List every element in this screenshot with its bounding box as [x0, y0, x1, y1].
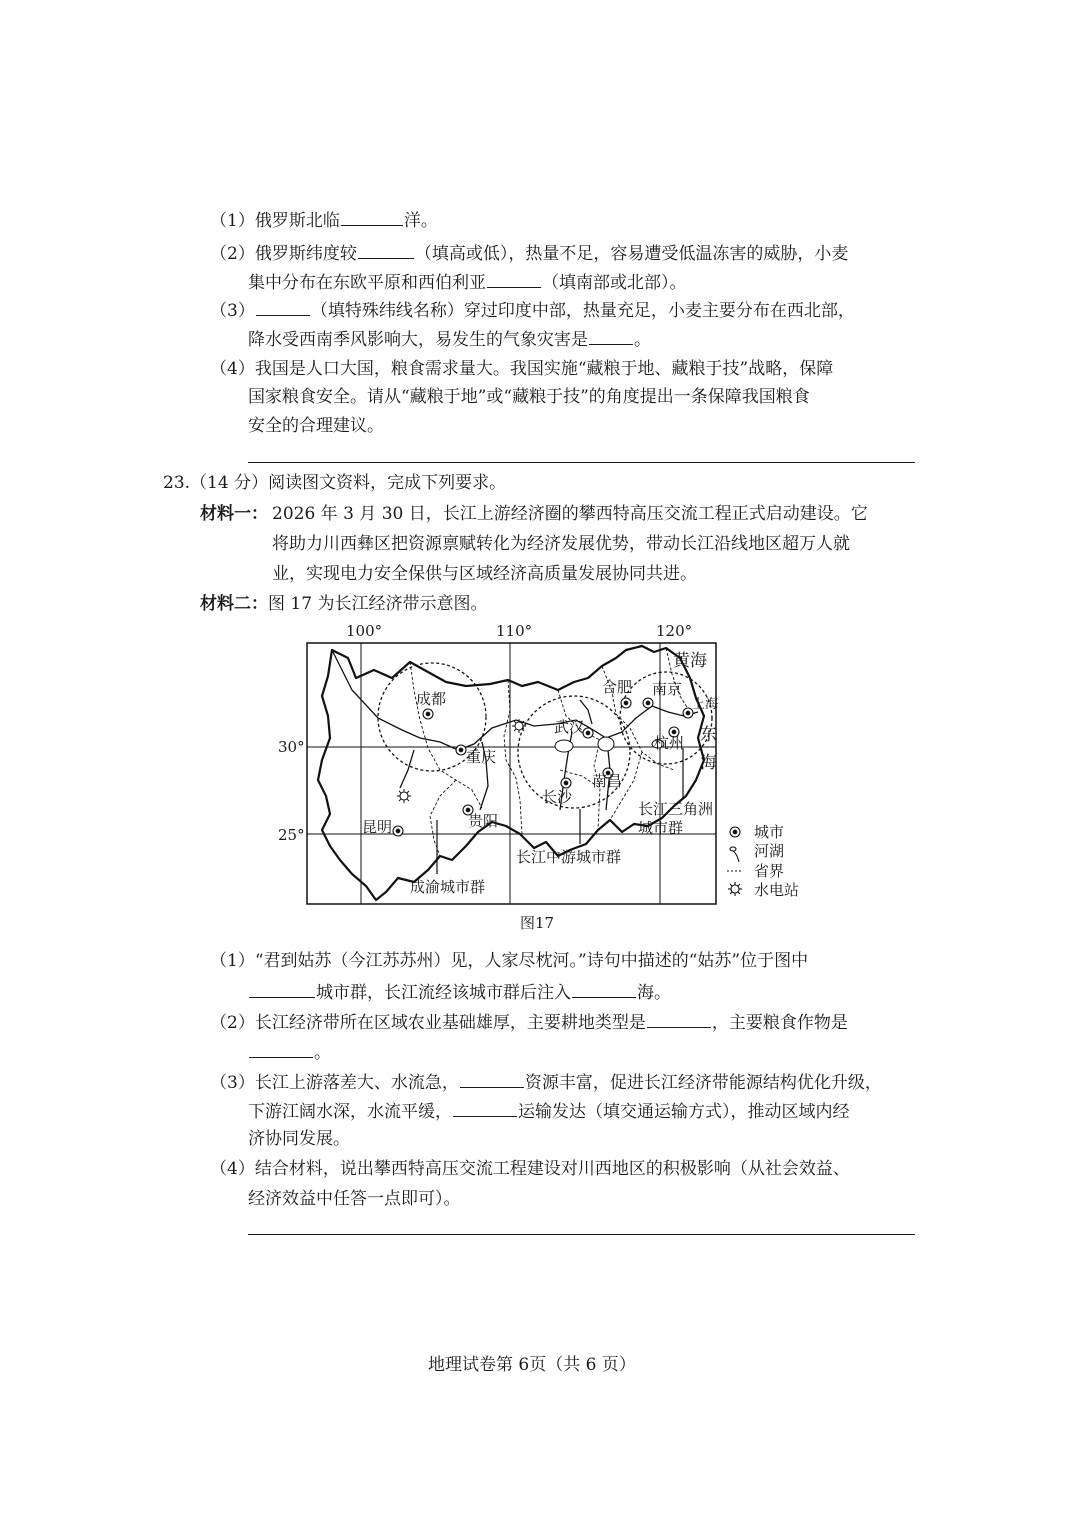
material-1-label: 材料一： — [200, 504, 268, 524]
q22-p3-line2 — [248, 327, 651, 351]
label-changsha: 长沙 — [542, 788, 573, 806]
answer-blank[interactable] — [487, 270, 541, 288]
answer-blank[interactable] — [249, 1040, 313, 1058]
answer-blank[interactable] — [572, 980, 636, 998]
poyang-lake — [598, 737, 614, 751]
q23-s4-num: （4） — [210, 1159, 255, 1179]
label-middle-group: 长江中游城市群 — [516, 848, 622, 866]
q23-s3-line1 — [210, 1070, 882, 1094]
region-outline — [318, 646, 704, 900]
q22-p2-text-c: 集中分布在东欧平原和西伯利亚 — [248, 273, 486, 293]
lon-label-100: 100° — [346, 622, 383, 640]
answer-blank[interactable] — [647, 1010, 711, 1028]
label-yrd-group-2: 城市群 — [638, 819, 684, 837]
legend-symbols — [727, 827, 743, 896]
lat-label-25: 25° — [278, 826, 305, 844]
material-2 — [200, 593, 487, 615]
answer-blank[interactable] — [460, 1070, 524, 1088]
legend-lake-icon — [730, 847, 736, 851]
q23-s3-line2 — [248, 1099, 850, 1123]
q23-s2-text-c: 。 — [314, 1043, 331, 1063]
yangtze-economic-belt-map — [270, 620, 830, 920]
q22-p1 — [210, 208, 438, 232]
q22-p3-line1 — [210, 298, 855, 322]
q22-p3-num: （3） — [210, 301, 255, 321]
q22-p1-num: （1） — [210, 211, 255, 231]
dongting-lake — [555, 740, 573, 752]
q23-s1-text-c: 海。 — [637, 983, 671, 1003]
answer-blank[interactable] — [249, 980, 315, 998]
material-1-line1: 2026 年 3 月 30 日，长江上游经济圈的攀西特高压交流工程正式启动建设。它 — [272, 504, 868, 524]
legend-boundary-label: 省界 — [754, 862, 785, 880]
q22-p4-text-a: 我国是人口大国，粮食需求量大。我国实施“藏粮于地、藏粮于技”战略，保障 — [254, 359, 834, 379]
legend-river-label: 河湖 — [754, 842, 785, 860]
legend-hydropower-label: 水电站 — [754, 881, 800, 899]
label-chongqing: 重庆 — [466, 748, 497, 766]
q22-p2-line1 — [210, 241, 848, 265]
answer-blank[interactable] — [358, 241, 414, 259]
q23-s3-text-c: 下游江阔水深，水流平缓， — [248, 1102, 452, 1122]
q23-s3-num: （3） — [210, 1073, 255, 1093]
middle-yangtze-circle — [518, 696, 630, 808]
answer-blank[interactable] — [453, 1099, 517, 1117]
q23-s1-num: （1） — [210, 951, 255, 971]
q22-p1-post: 洋。 — [403, 211, 438, 231]
q22-p2-text-d: （填南部或北部）。 — [542, 273, 687, 293]
legend-city-label: 城市 — [754, 823, 785, 841]
figure-caption: 图17 — [520, 914, 555, 932]
label-hefei: 合肥 — [602, 678, 633, 696]
q23-s1-line2 — [248, 980, 671, 1004]
lon-label-120: 120° — [656, 622, 693, 640]
legend-hydropower-icon — [728, 882, 742, 896]
q22-p3-text-c: 。 — [634, 330, 651, 350]
label-shanghai: 上海 — [692, 697, 719, 712]
label-nanjing: 南京 — [652, 680, 683, 698]
q22-p2-text-a: 俄罗斯纬度较 — [254, 244, 357, 264]
hydropower-icon — [397, 789, 411, 803]
material-2-text: 图 17 为长江经济带示意图。 — [268, 594, 488, 614]
label-kunming: 昆明 — [362, 818, 393, 836]
hydropower-icon — [512, 719, 526, 733]
q22-p4-line3: 安全的合理建议。 — [248, 416, 384, 436]
q23-s3-text-a: 长江上游落差大、水流急， — [254, 1073, 459, 1093]
q22-p2-text-b: （填高或低），热量不足，容易遭受低温冻害的威胁，小麦 — [414, 244, 849, 264]
q23-s2-line2 — [248, 1040, 331, 1064]
page-footer: 地理试卷第 6页（共 6 页） — [428, 1355, 636, 1375]
q23-s2-line1 — [210, 1010, 848, 1034]
q23-s2-text-b: ，主要粮食作物是 — [711, 1013, 848, 1033]
q23-s2-num: （2） — [210, 1013, 255, 1033]
answer-blank[interactable] — [589, 327, 633, 345]
map-svg — [270, 620, 830, 920]
q22-p4-num: （4） — [210, 359, 255, 379]
label-yellow-sea: 黄海 — [673, 651, 707, 671]
q22-p4-line1 — [210, 358, 833, 380]
q23-header: 23.（14 分）阅读图文资料，完成下列要求。 — [163, 473, 507, 493]
answer-blank[interactable] — [341, 208, 403, 226]
q23-s4-line1 — [210, 1158, 850, 1180]
lon-label-110: 110° — [496, 622, 533, 640]
q22-p3-text-a: （填特殊纬线名称）穿过印度中部，热量充足，小麦主要分布在西北部， — [310, 301, 855, 321]
label-east-sea-2: 海 — [700, 753, 717, 773]
lat-label-30: 30° — [278, 738, 305, 756]
q23-s1-text-b: 城市群，长江流经该城市群后注入 — [316, 983, 571, 1003]
q22-p2-line2 — [248, 270, 687, 294]
label-hangzhou: 杭州 — [654, 734, 685, 752]
q22-p3-text-b: 降水受西南季风影响大，易发生的气象灾害是 — [248, 330, 588, 350]
q22-p2-num: （2） — [210, 244, 255, 264]
label-chengdu: 成都 — [416, 690, 447, 708]
answer-line[interactable] — [248, 1234, 915, 1235]
q23-s1-line1 — [210, 950, 808, 972]
material-2-label: 材料二： — [200, 594, 268, 614]
label-yrd-group-1: 长江三角洲 — [638, 800, 714, 818]
q23-s3-line3: 济协同发展。 — [248, 1129, 350, 1149]
answer-blank[interactable] — [256, 298, 310, 316]
answer-line[interactable] — [248, 462, 915, 463]
q22-p4-line2: 国家粮食安全。请从“藏粮于地”或“藏粮于技”的角度提出一条保障我国粮食 — [248, 387, 810, 407]
material-1-line3: 业，实现电力安全保供与区域经济高质量发展协同共进。 — [272, 564, 697, 584]
q23-s4-text-a: 结合材料，说出攀西特高压交流工程建设对川西地区的积极影响（从社会效益、 — [254, 1159, 850, 1179]
label-wuhan: 武汉 — [554, 718, 585, 736]
q23-s4-line2: 经济效益中任答一点即可）。 — [248, 1189, 461, 1209]
q23-s3-text-d: 运输发达（填交通运输方式），推动区域内经 — [518, 1102, 850, 1122]
material-1-line2: 将助力川西彝区把资源禀赋转化为经济发展优势，带动长江沿线地区超万人就 — [272, 534, 850, 554]
q23-s1-text-a: “君到姑苏（今江苏苏州）见，人家尽枕河。”诗句中描述的“姑苏”位于图中 — [254, 951, 809, 971]
label-east-sea-1: 东 — [700, 725, 717, 745]
label-nanchang: 南昌 — [592, 772, 623, 790]
q22-p1-text: 俄罗斯北临 — [254, 211, 340, 231]
label-guiyang: 贵阳 — [468, 812, 499, 830]
label-chengyu-group: 成渝城市群 — [410, 878, 486, 896]
q23-s2-text-a: 长江经济带所在区域农业基础雄厚，主要耕地类型是 — [254, 1013, 646, 1033]
q23-s3-text-b: 资源丰富，促进长江经济带能源结构优化升级， — [524, 1073, 882, 1093]
